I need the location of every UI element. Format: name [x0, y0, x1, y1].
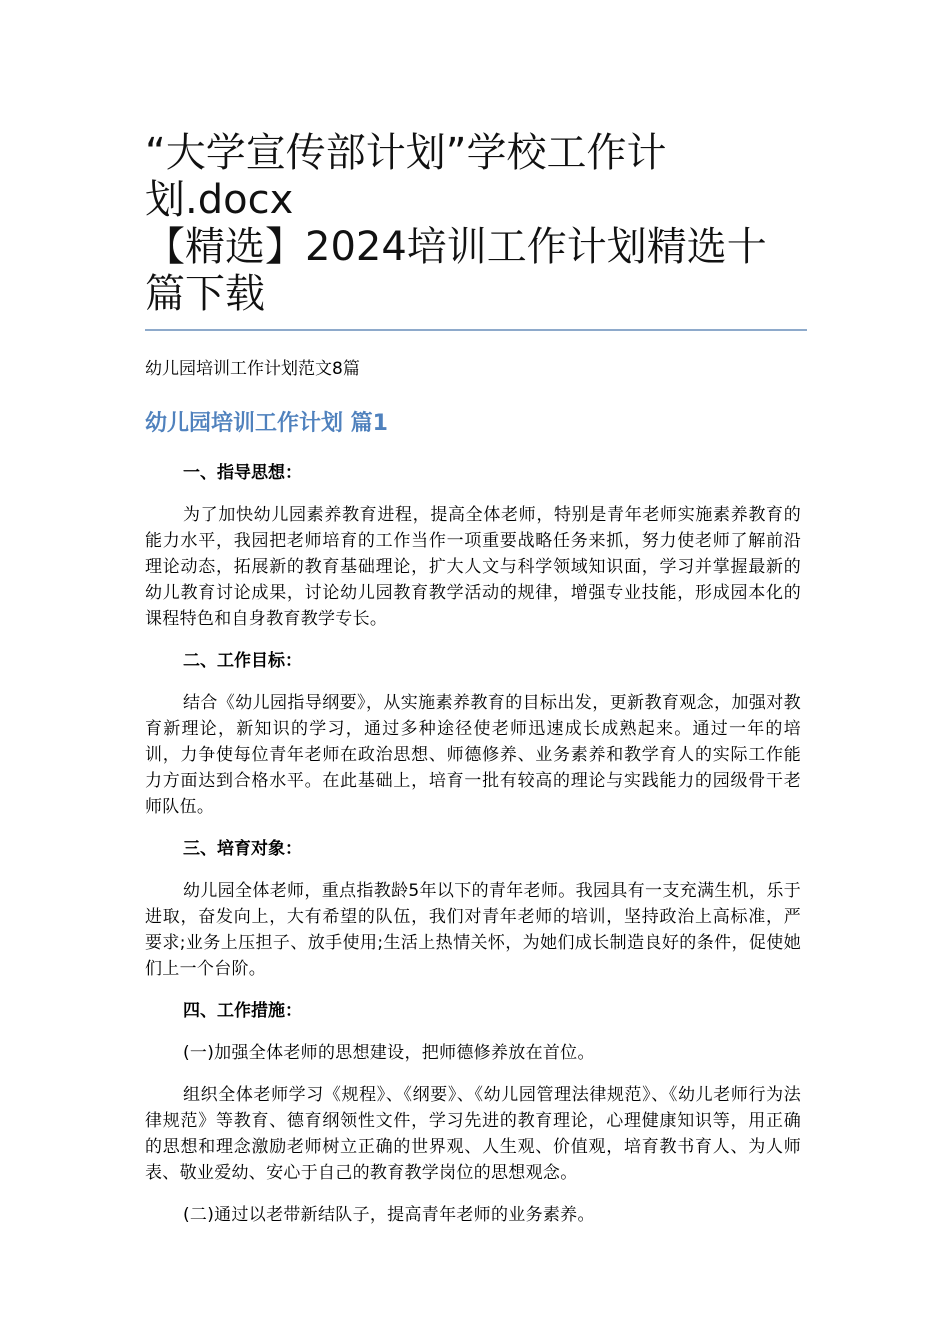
heading-training-targets: 三、培育对象： [183, 839, 302, 859]
title-line-3: 【精选】2024培训工作计划精选十 [145, 224, 767, 270]
paragraph-measure-1-detail: 组织全体老师学习《规程》、《纲要》、《幼儿园管理法律规范》、《幼儿老师行为法律规范》等教育、德育纲领性文件，学习先进的教育理论，心理健康知识等，用正确的思想和理念激励老师树立正确的世界观、人生观、价值观，培育教书育人、为人师表、敬业爱幼、安心于自己的教育教学岗位的思想观念。 [145, 1085, 801, 1183]
paragraph-measure-2: (二)通过以老带新结队子，提高青年老师的业务素养。 [183, 1205, 595, 1225]
title-line-1: “大学宣传部计划”学校工作计 [145, 130, 667, 176]
section-heading: 幼儿园培训工作计划 篇1 [145, 411, 388, 436]
paragraph-training-targets: 幼儿园全体老师，重点指教龄5年以下的青年老师。我园具有一支充满生机，乐于进取，奋发向上，大有希望的队伍，我们对青年老师的培训，坚持政治上高标准，严要求;业务上压担子、放手使用;生活上热情关怀，为她们成长制造良好的条件，促使她们上一个台阶。 [145, 881, 801, 979]
paragraph-work-goals: 结合《幼儿园指导纲要》，从实施素养教育的目标出发，更新教育观念，加强对教育新理论，新知识的学习，通过多种途径使老师迅速成长成熟起来。通过一年的培训，力争使每位青年老师在政治思想、师德修养、业务素养和教学育人的实际工作能力方面达到合格水平。在此基础上，培育一批有较高的理论与实践能力的园级骨干老师队伍。 [145, 693, 801, 817]
title-divider [145, 329, 807, 331]
paragraph-guiding-ideology: 为了加快幼儿园素养教育进程，提高全体老师，特别是青年老师实施素养教育的能力水平，我园把老师培育的工作当作一项重要战略任务来抓，努力使老师了解前沿理论动态，拓展新的教育基础理论，扩大人文与科学领域知识面，学习并掌握最新的幼儿教育讨论成果，讨论幼儿园教育教学活动的规律，增强专业技能，形成园本化的课程特色和自身教育教学专长。 [145, 505, 801, 629]
heading-work-goals: 二、工作目标： [183, 651, 302, 671]
title-line-2: 划.docx [145, 177, 294, 223]
title-line-4: 篇下载 [145, 271, 265, 317]
heading-work-measures: 四、工作措施： [183, 1001, 302, 1021]
heading-guiding-ideology: 一、指导思想： [183, 463, 302, 483]
document-body [145, 460, 801, 1244]
paragraph-measure-1: (一)加强全体老师的思想建设，把师德修养放在首位。 [183, 1043, 595, 1063]
document-title [145, 130, 805, 318]
document-subtitle: 幼儿园培训工作计划范文8篇 [145, 359, 360, 379]
